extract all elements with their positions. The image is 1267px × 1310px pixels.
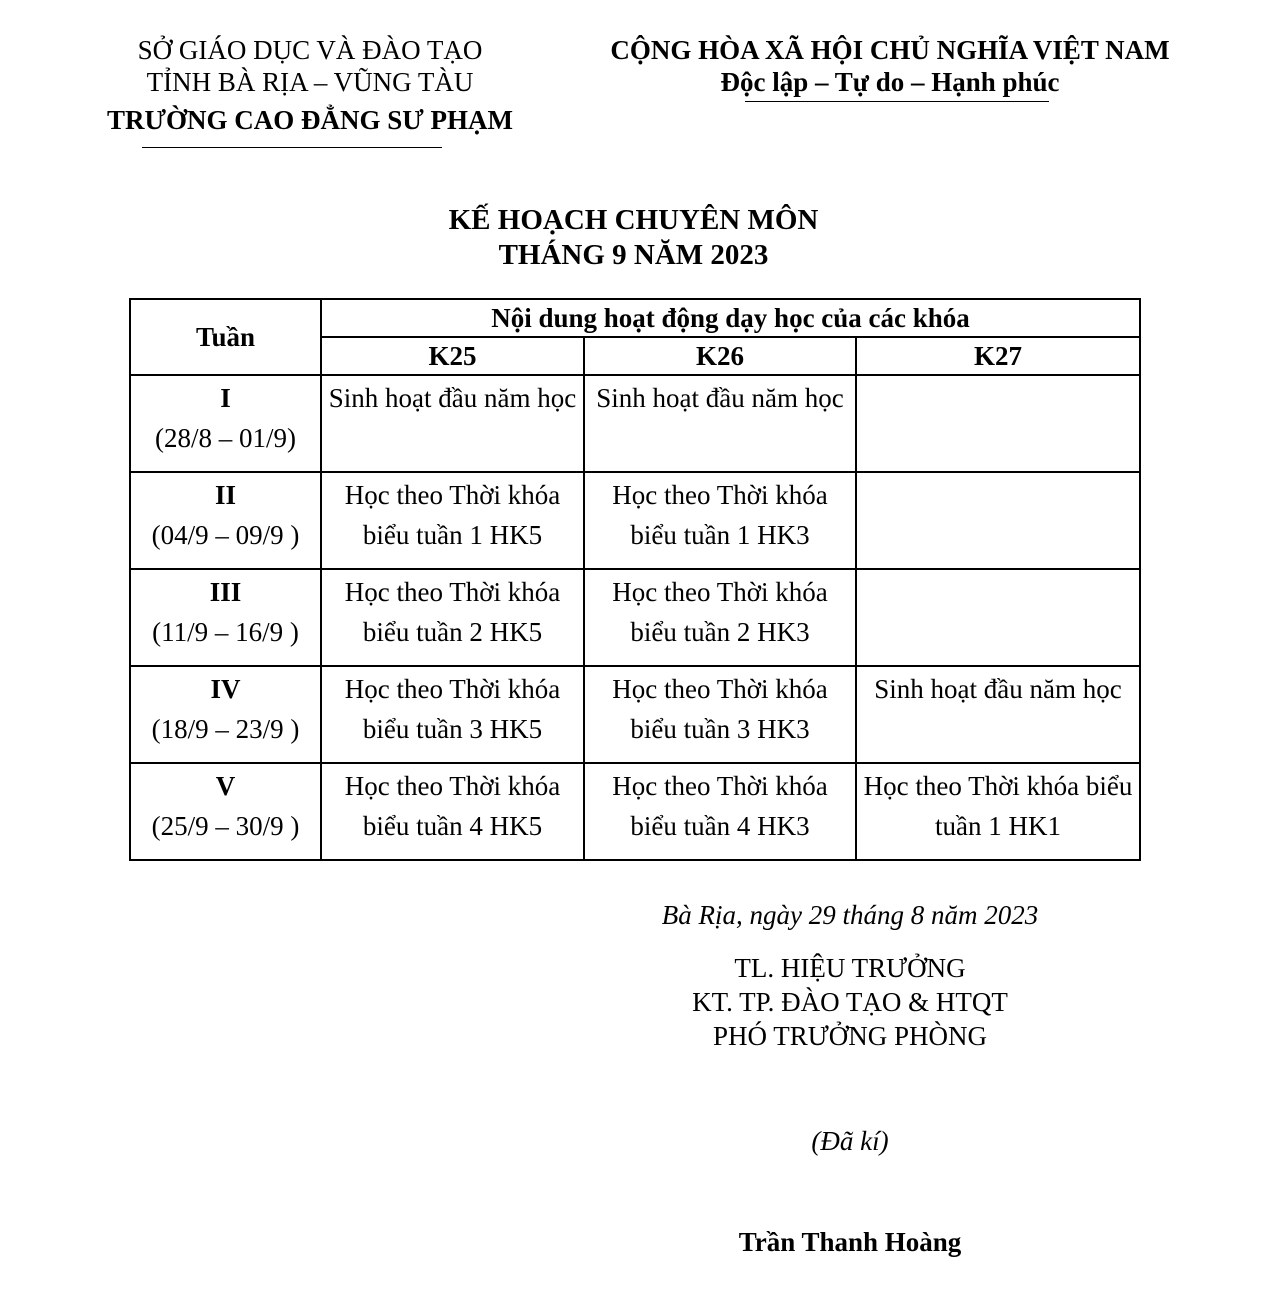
country-name: CỘNG HÒA XÃ HỘI CHỦ NGHĨA VIỆT NAM [610, 35, 1170, 65]
table-cell: Học theo Thời khóa biểu tuần 1 HK1 [856, 763, 1140, 860]
signer-titles [560, 951, 1140, 1053]
table-row [130, 569, 1140, 666]
week-number: IV [210, 674, 241, 704]
week-number: V [215, 771, 236, 801]
table-cell: Học theo Thời khóa biểu tuần 3 HK5 [321, 666, 584, 763]
school-name: TRƯỜNG CAO ĐẲNG SƯ PHẠM [107, 105, 513, 135]
school-underline [142, 147, 442, 148]
week-cell [130, 569, 321, 666]
week-dates: (04/9 – 09/9 ) [151, 520, 300, 550]
signer-title-3: PHÓ TRƯỞNG PHÒNG [713, 1021, 987, 1051]
table-cell: Học theo Thời khóa biểu tuần 4 HK5 [321, 763, 584, 860]
week-cell [130, 472, 321, 569]
week-number: II [214, 480, 236, 510]
table-cell: Học theo Thời khóa biểu tuần 1 HK3 [584, 472, 856, 569]
department-name: SỞ GIÁO DỤC VÀ ĐÀO TẠO [137, 35, 483, 65]
week-cell [130, 763, 321, 860]
table-row [130, 472, 1140, 569]
table-cell [856, 472, 1140, 569]
issuer-block [96, 34, 524, 136]
column-header-k26: K26 [584, 337, 856, 375]
week-number: I [220, 383, 231, 413]
week-column-header: Tuần [130, 299, 321, 375]
week-cell [130, 666, 321, 763]
table-cell: Học theo Thời khóa biểu tuần 1 HK5 [321, 472, 584, 569]
week-cell [130, 375, 321, 472]
table-cell: Sinh hoạt đầu năm học [584, 375, 856, 472]
motto: Độc lập – Tự do – Hạnh phúc [720, 67, 1060, 97]
table-row [130, 375, 1140, 472]
column-header-k27: K27 [856, 337, 1140, 375]
table-cell [856, 375, 1140, 472]
signer-title-1: TL. HIỆU TRƯỞNG [734, 953, 966, 983]
table-cell: Sinh hoạt đầu năm học [856, 666, 1140, 763]
plan-table [129, 298, 1141, 861]
table-row [130, 666, 1140, 763]
document-title [0, 203, 1267, 273]
table-cell: Học theo Thời khóa biểu tuần 3 HK3 [584, 666, 856, 763]
table-cell: Sinh hoạt đầu năm học [321, 375, 584, 472]
title-line-2: THÁNG 9 NĂM 2023 [498, 239, 769, 271]
table-cell [856, 569, 1140, 666]
table-cell: Học theo Thời khóa biểu tuần 4 HK3 [584, 763, 856, 860]
week-dates: (11/9 – 16/9 ) [152, 617, 299, 647]
table-row [130, 763, 1140, 860]
column-header-k25: K25 [321, 337, 584, 375]
province-name: TỈNH BÀ RỊA – VŨNG TÀU [146, 67, 474, 97]
signer-name: Trần Thanh Hoàng [738, 1227, 962, 1257]
week-dates: (28/8 – 01/9) [155, 423, 296, 453]
place-date: Bà Rịa, ngày 29 tháng 8 năm 2023 [661, 900, 1039, 930]
table-cell: Học theo Thời khóa biểu tuần 2 HK3 [584, 569, 856, 666]
week-number: III [209, 577, 242, 607]
week-dates: (18/9 – 23/9 ) [151, 714, 300, 744]
signer-title-2: KT. TP. ĐÀO TẠO & HTQT [692, 987, 1008, 1017]
group-header: Nội dung hoạt động dạy học của các khóa [321, 299, 1140, 337]
signed-note: (Đã kí) [811, 1126, 889, 1156]
title-line-1: KẾ HOẠCH CHUYÊN MÔN [448, 204, 819, 236]
national-motto-block [590, 34, 1190, 98]
week-dates: (25/9 – 30/9 ) [151, 811, 300, 841]
motto-underline [745, 101, 1049, 102]
table-cell: Học theo Thời khóa biểu tuần 2 HK5 [321, 569, 584, 666]
